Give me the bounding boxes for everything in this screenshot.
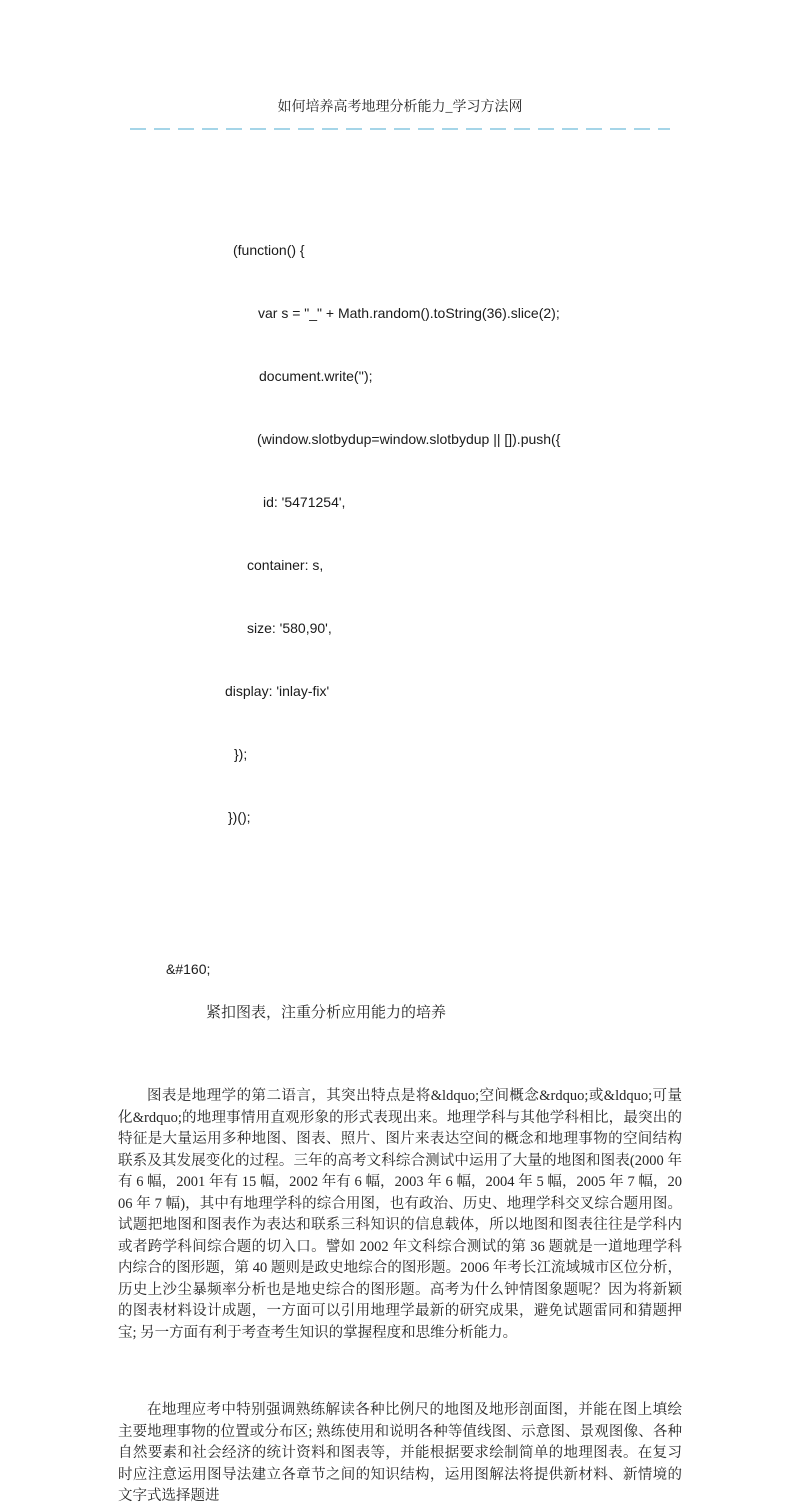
code-line: id: '5471254', (263, 494, 346, 510)
code-line: var s = "_" + Math.random().toString(36).slice(2); (258, 305, 560, 321)
code-line: })(); (228, 809, 251, 825)
code-line: (function() { (233, 242, 305, 258)
code-line: display: 'inlay-fix' (225, 683, 330, 699)
document-page (0, 98, 800, 1504)
page-title: 如何培养高考地理分析能力_学习方法网 (277, 100, 523, 115)
nbsp-entity-text: &#160; (166, 961, 211, 977)
code-line: container: s, (247, 557, 324, 573)
code-line: size: '580,90', (247, 620, 332, 636)
code-line: }); (234, 746, 248, 762)
paragraph-body-2: 在地理应考中特别强调熟练解读各种比例尺的地图及地形剖面图，并能在图上填绘主要地理事物的位置或分布区; 熟练使用和说明各种等值线图、示意图、景观图像、各种自然要素和社会经济的统计资料和图表等，并能根据要求绘制简单的地理图表。在复习时应注意运用图导法建立各章节之间的知识结构，运用图解法将提供新材料、新情境的文字式选择题进 (118, 1402, 682, 1504)
dashed-divider (130, 128, 670, 130)
paragraph-body-1: 图表是地理学的第二语言，其突出特点是将&ldquo;空间概念&rdquo;或&ldquo;可量化&rdquo;的地理事情用直观形象的形式表现出来。地理学科与其他学科相比，最突出的特征是大量运用多种地图、图表、照片、图片来表达空间的概念和地理事物的空间结构联系及其发展变化的过程。三年的高考文科综合测试中运用了大量的地图和图表(2000 年有 6 幅，2001 年有 15 幅，2002 年有 6 幅，2003 年 6 幅，2004 年 5 幅，2005 年 7 幅，2006 年 7 幅)，其中有地理学科的综合用图，也有政治、历史、地理学科交叉综合题用图。试题把地图和图表作为表达和联系三科知识的信息载体，所以地图和图表往往是学科内或者跨学科间综合题的切入口。譬如 2002 年文科综合测试的第 36 题就是一道地理学科内综合的图形题，第 40 题则是政史地综合的图形题。2006 年考长江流域城市区位分析，历史上沙尘暴频率分析也是地史综合的图形题。高考为什么钟情图象题呢？因为将新颖的图表材料设计成题，一方面可以引用地理学最新的研究成果，避免试题雷同和猜题押宝; 另一方面有利于考查考生知识的掌握程度和思维分析能力。 (118, 1088, 682, 1341)
code-line: document.write(''); (259, 368, 373, 384)
section-heading: 紧扣图表，注重分析应用能力的培养 (206, 1005, 447, 1021)
code-block (225, 198, 682, 870)
code-line: (window.slotbydup=window.slotbydup || []).push({ (257, 431, 561, 447)
